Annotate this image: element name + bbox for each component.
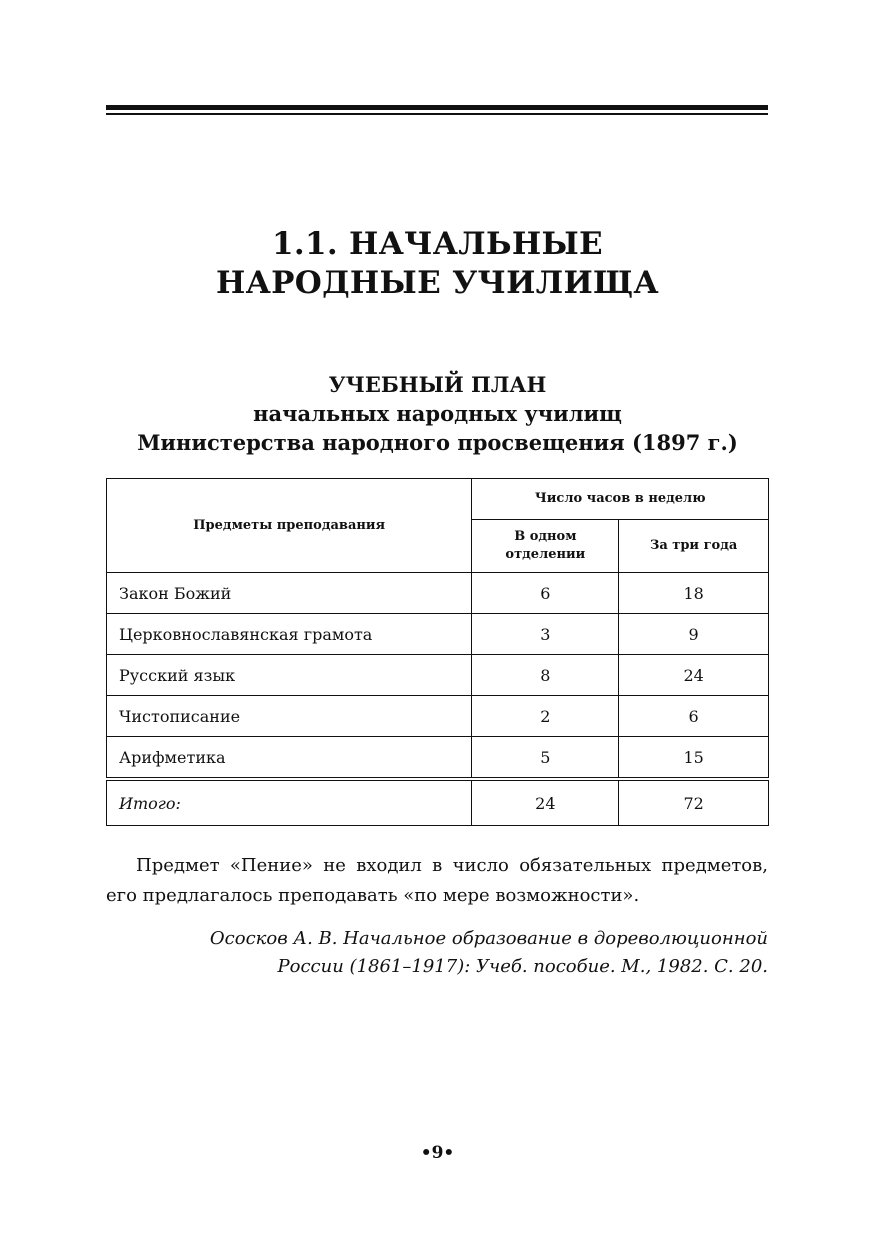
table-row	[107, 573, 769, 614]
header-one-department	[472, 520, 619, 573]
curriculum-table	[106, 478, 769, 826]
hours-three-cell: 15	[619, 737, 769, 780]
chapter-title	[0, 225, 875, 303]
header-rule-thin	[106, 113, 768, 115]
header-hours-per-week: Число часов в неделю	[472, 479, 769, 520]
total-row	[107, 779, 769, 826]
hours-one-cell: 5	[472, 737, 619, 780]
total-three-cell: 72	[619, 779, 769, 826]
hours-three-cell: 18	[619, 573, 769, 614]
table-row	[107, 696, 769, 737]
subject-cell: Арифметика	[107, 737, 472, 780]
subject-cell: Церковнославянская грамота	[107, 614, 472, 655]
page-number: •9•	[420, 1143, 455, 1163]
note-text: Предмет «Пение» не входил в число обязательных предметов, его предлагалось преподавать «по мере возможности».	[106, 855, 768, 906]
note-paragraph	[106, 851, 768, 911]
chapter-title-line1: 1.1. НАЧАЛЬНЫЕ	[272, 226, 603, 262]
citation-line2: России (1861–1917): Учеб. пособие. М., 1982. С. 20.	[277, 956, 768, 977]
hours-three-cell: 24	[619, 655, 769, 696]
plan-title: УЧЕБНЫЙ ПЛАН	[328, 372, 547, 397]
plan-subtitle-1: начальных народных училищ	[253, 401, 622, 426]
hours-one-cell: 6	[472, 573, 619, 614]
hours-three-cell: 9	[619, 614, 769, 655]
total-one-cell: 24	[472, 779, 619, 826]
header-one-department-line1: В одном	[514, 529, 577, 544]
citation	[106, 925, 768, 981]
header-one-department-line2: отделении	[505, 547, 586, 562]
subject-cell: Русский язык	[107, 655, 472, 696]
plan-heading	[0, 370, 875, 457]
total-label: Итого:	[107, 779, 472, 826]
chapter-title-line2: НАРОДНЫЕ УЧИЛИЩА	[216, 265, 659, 301]
plan-subtitle-2: Министерства народного просвещения (1897 г.)	[137, 430, 738, 455]
table-row	[107, 614, 769, 655]
header-rule-thick	[106, 105, 768, 110]
table-row	[107, 655, 769, 696]
header-three-years: За три года	[619, 520, 769, 573]
citation-line1: Ососков А. В. Начальное образование в дореволюционной	[209, 928, 768, 949]
subject-cell: Закон Божий	[107, 573, 472, 614]
hours-one-cell: 8	[472, 655, 619, 696]
subject-cell: Чистописание	[107, 696, 472, 737]
table-header-row	[107, 479, 769, 520]
hours-one-cell: 3	[472, 614, 619, 655]
header-subjects: Предметы преподавания	[107, 479, 472, 573]
hours-three-cell: 6	[619, 696, 769, 737]
table-row	[107, 737, 769, 780]
hours-one-cell: 2	[472, 696, 619, 737]
